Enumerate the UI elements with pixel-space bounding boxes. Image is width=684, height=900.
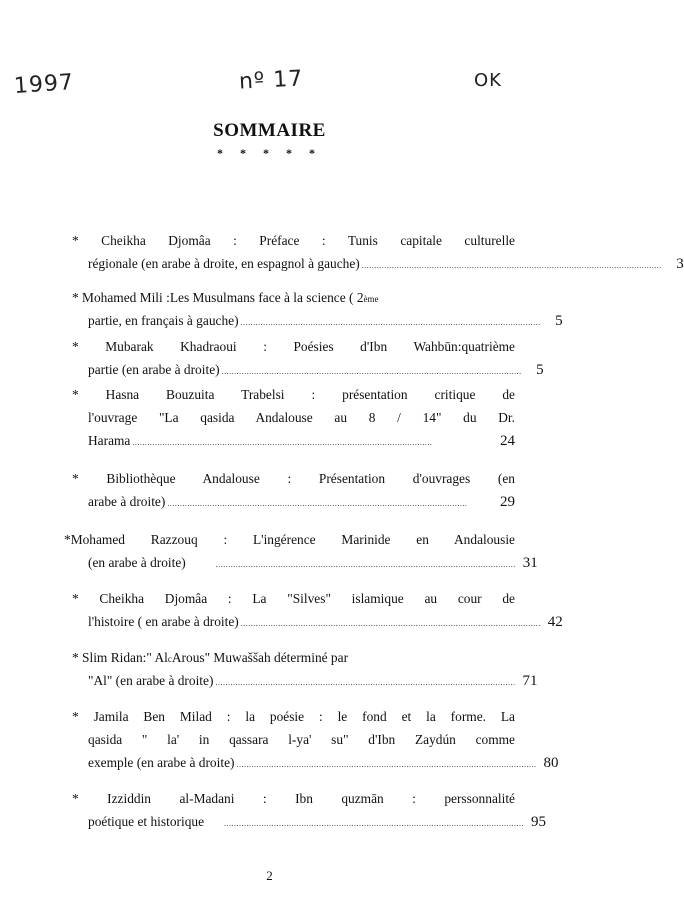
- page-number: 5: [555, 313, 563, 329]
- toc-entry: [72, 467, 515, 513]
- toc-entry: [72, 787, 547, 833]
- toc-entry-line-with-page: [72, 490, 515, 513]
- toc-entry: [72, 705, 559, 774]
- toc-entry: [72, 587, 563, 633]
- page-title: SOMMAIRE: [213, 120, 326, 141]
- toc-entry-text: exemple (en arabe à droite): [88, 755, 235, 770]
- toc-entry-line: qasida " la' in qassara l-ya' su" d'Ibn Zaydún comme: [88, 732, 515, 747]
- page-number: 95: [531, 814, 547, 830]
- toc-entry-text: partie, en français à gauche): [88, 313, 239, 328]
- toc-entry-line-with-page: [72, 810, 547, 833]
- superscript: c: [167, 654, 172, 664]
- superscript: ème: [363, 294, 379, 304]
- toc-entry-text: "Al" (en arabe à droite): [88, 673, 214, 688]
- toc-entry-line-with-page: [72, 551, 538, 574]
- toc-entry-line: * Hasna Bouzuita Trabelsi : présentation critique de: [72, 387, 515, 402]
- toc-entry-line-with-page: [72, 252, 684, 275]
- toc-entry-line: l'ouvrage "La qasida Andalouse au 8 / 14" du Dr.: [88, 410, 515, 425]
- toc-entry-text: poétique et historique: [88, 814, 205, 829]
- table-of-contents: [64, 229, 684, 833]
- leader-dots: ........................................................................................................................: [221, 367, 522, 376]
- page-number: 42: [547, 614, 563, 630]
- toc-entry-line: * Cheikha Djomâa : La "Silves" islamique au cour de: [72, 591, 515, 606]
- toc-entry-line: * Cheikha Djomâa : Préface : Tunis capitale culturelle: [72, 233, 515, 248]
- toc-entry-text: régionale (en arabe à droite, en espagnol à gauche): [88, 256, 360, 271]
- toc-entry-text: l'histoire ( en arabe à droite): [88, 614, 239, 629]
- toc-entry-text: * Slim Ridan:" Al: [72, 650, 168, 665]
- footer-page-number: 2: [266, 868, 273, 883]
- handwritten-issue-number: nº 17: [238, 66, 304, 95]
- toc-entry-line: [72, 286, 515, 309]
- leader-dots: ........................................................................................................................: [240, 619, 541, 628]
- toc-entry-text: (en arabe à droite): [88, 555, 186, 570]
- toc-entry: [64, 528, 538, 574]
- leader-dots: ........................................................................................................................: [215, 560, 516, 569]
- toc-entry-line: * Izziddin al-Madani : Ibn quzmān : perssonnalité: [72, 791, 515, 806]
- page-number: 29: [500, 494, 515, 510]
- toc-entry: [72, 229, 684, 275]
- leader-dots: ........................................................................................................................: [361, 261, 662, 270]
- toc-entry-line-with-page: [72, 358, 544, 381]
- handwritten-ok-mark: OK: [474, 70, 502, 91]
- handwritten-year: 1997: [13, 69, 75, 100]
- toc-entry-line: * Bibliothèque Andalouse : Présentation d'ouvrages (en: [72, 471, 515, 486]
- leader-dots: ........................................................................................................................: [240, 318, 541, 327]
- toc-entry: [72, 646, 538, 692]
- leader-dots: ........................................................................................................................: [132, 438, 433, 447]
- leader-dots: ........................................................................................................................: [236, 760, 537, 769]
- toc-entry: [72, 286, 563, 332]
- leader-dots: ........................................................................................................................: [215, 678, 516, 687]
- page-number: 31: [522, 555, 538, 571]
- page-number: 71: [522, 673, 538, 689]
- toc-entry-line-with-page: [72, 610, 563, 633]
- toc-entry-line: [72, 646, 515, 669]
- toc-entry-line: *Mohamed Razzouq : L'ingérence Marinide en Andalousie: [64, 532, 515, 547]
- toc-entry-text: Arous" Muwaššah déterminé par: [171, 650, 349, 665]
- toc-entry-line: * Jamila Ben Milad : la poésie : le fond et la forme. La: [72, 709, 515, 724]
- toc-entry: [72, 335, 544, 381]
- toc-entry-text: arabe à droite): [88, 494, 166, 509]
- page-number: 5: [536, 362, 544, 378]
- title-ornament-stars: * * * * *: [217, 146, 322, 160]
- leader-dots: ........................................................................................................................: [224, 819, 525, 828]
- toc-entry-text: * Mohamed Mili :Les Musulmans face à la science ( 2: [72, 290, 364, 305]
- toc-entry: [72, 383, 515, 452]
- page-number: 24: [500, 433, 515, 449]
- toc-entry-line-with-page: [72, 669, 538, 692]
- leader-dots: ........................................................................................................................: [167, 499, 468, 508]
- page-number: 3: [676, 256, 684, 272]
- toc-entry-line-with-page: [72, 309, 563, 332]
- page-number: 80: [543, 755, 559, 771]
- toc-entry-text: Harama: [88, 433, 131, 448]
- toc-entry-text: partie (en arabe à droite): [88, 362, 220, 377]
- toc-entry-line-with-page: [72, 751, 559, 774]
- toc-entry-line-with-page: [72, 429, 515, 452]
- toc-entry-line: * Mubarak Khadraoui : Poésies d'Ibn Wahbūn:quatrième: [72, 339, 515, 354]
